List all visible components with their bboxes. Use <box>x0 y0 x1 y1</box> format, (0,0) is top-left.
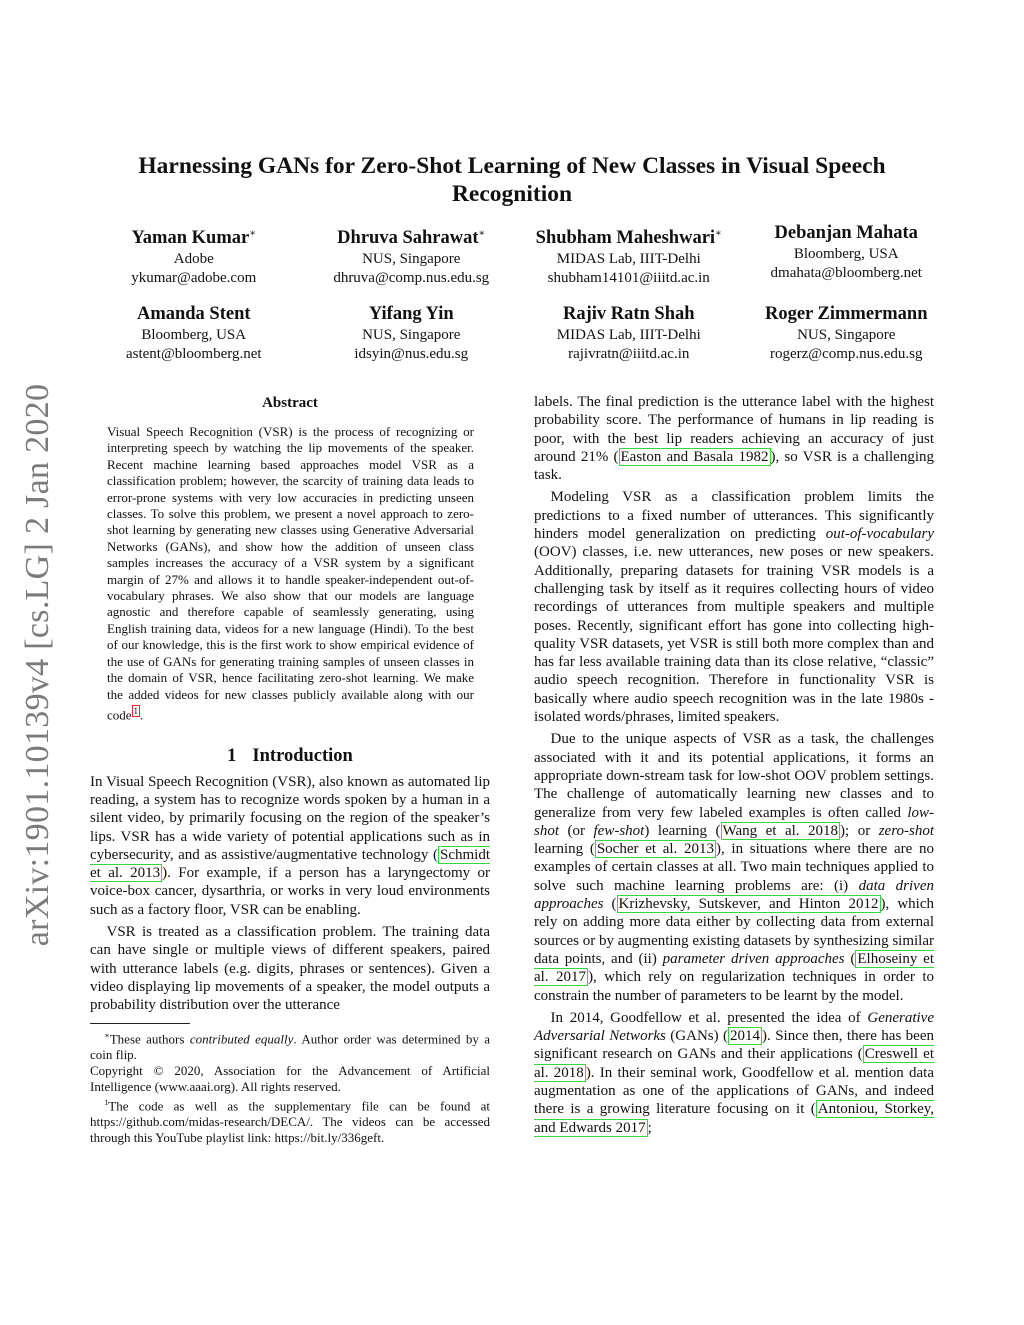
citation-link[interactable]: 2014 <box>730 1028 761 1045</box>
citation-link[interactable]: Wang et al. 2018 <box>722 822 839 839</box>
author-name: Shubham Maheshwari <box>535 228 716 249</box>
author-block <box>85 222 955 379</box>
citation-link[interactable]: Easton and Basala 1982 <box>620 448 769 465</box>
citation-link[interactable]: Schmidt et al. 2013 <box>90 846 490 882</box>
author-email: shubham14101@iiitd.ac.in <box>547 269 710 286</box>
body-paragraph: Due to the unique aspects of VSR as a task, the challenges associated with it and its potential applications, it forms an appropriate down-stream task for low-shot OOV problem settings. The challenge of automatically learning new classes and to generalize from very few labeled examples is often called low-shot (or few-shot) learning ( Wang et al. 2018 ); or zero-shot learning ( Socher et al. 2013 ), in situations where there are no examples of certain classes at all. Two main techniques applied to solve such machine learning problems are: (i) data driven approaches ( Krizhevsky, Sutskever, and Hinton 2012 ), which rely on adding more data either by collecting data from external sources or by augmenting existing datasets by synthesizing similar data points, and (ii) parameter driven approaches ( Elhoseiny et al. 2017 ), which rely on regularization techniques in order to constrain the number of parameters to be learnt by the model. <box>534 731 935 1004</box>
author-row-2 <box>85 303 955 363</box>
author-name: Roger Zimmermann <box>764 304 928 325</box>
author-affiliation: MIDAS Lab, IIIT-Delhi <box>556 251 701 268</box>
citation-link[interactable]: Creswell et al. 2018 <box>534 1046 934 1081</box>
author: Dhruva Sahrawat∗ NUS, Singapore dhruva@comp.nus.edu.sg <box>303 222 521 287</box>
author: Yaman Kumar∗ Adobe ykumar@adobe.com <box>85 222 303 287</box>
footnote-copyright: Copyright © 2020, Association for the Advancement of Artificial Intelligence (www.aaai.org). All rights reserved. <box>90 1062 490 1094</box>
paper-title: Harnessing GANs for Zero-Shot Learning of New Classes in Visual Speech Recognition <box>138 153 886 207</box>
author-affiliation: MIDAS Lab, IIIT-Delhi <box>556 327 701 344</box>
author <box>303 303 521 363</box>
author-affiliation: NUS, Singapore <box>797 327 896 344</box>
citation-link[interactable]: Socher et al. 2013 <box>596 841 714 858</box>
citation-link[interactable]: Krizhevsky, Sutskever, and Hinton 2012 <box>618 896 879 913</box>
body-paragraph: Modeling VSR as a classification problem limits the predictions to a fixed number of utterances. This significantly hinders model generalization on predicting out-of-vocabulary (OOV) classes, i.e. new utterances, new poses or new speakers. Additionally, preparing datasets for training VSR models is a challenging task by itself as it requires collecting hours of video recordings of utterances from multiple speakers and multiple poses. Recently, significant effort has gone into collecting high-quality VSR datasets, yet VSR is still both more complex than and has far less available training data than its close relative, “classic” audio speech recognition. Therefore in functionality VSR is basically where audio speech recognition was in the late 1980s - isolated words/phrases, limited speakers. <box>534 489 934 726</box>
author-name: Debanjan Mahata <box>774 223 918 243</box>
author-affiliation: Adobe <box>173 251 214 268</box>
abstract-text: Visual Speech Recognition (VSR) is the process of recognizing or interpreting speech by watching the lip movements of the speaker. Recent machine learning based approaches model VSR as a classification problem; however, the scarcity of training data leads to error-prone systems with very low accuracies in predicting unseen classes. To solve this problem, we present a novel approach to zero-shot learning by generating new classes using Generative Adversarial Networks (GANs), and show how the addition of unseen class samples increases the accuracy of a VSR system by a significant margin of 27% and allows it to handle speaker-independent out-of-vocabulary phrases. We also show that our models are language agnostic and therefore capable of seamlessly generating, using English training data, videos for a new language (Hindi). To the best of our knowledge, this is the first work to show empirical evidence of the use of GANs for generating training samples of unseen classes in the domain of VSR, hence facilitating zero-shot learning. We make the added videos for new classes publicly available along with our code $^1$ . <box>107 424 474 723</box>
left-column <box>90 393 490 1146</box>
author <box>520 303 738 363</box>
citation-link[interactable]: Antoniou, Storkey, and Edwards 2017 <box>534 1101 934 1136</box>
citation-link[interactable]: Elhoseiny et al. 2017 <box>534 950 934 986</box>
intro-paragraph-2: VSR is treated as a classification problem. The training data can have single or multiple views of different speakers, paired with utterance labels (e.g. digits, phrases or sentences). Given a video displaying lip movements of a speaker, the model outputs a probability distribution over the utterance <box>90 924 490 1014</box>
arxiv-side-label: arXiv:1901.10139v4 [cs.LG] 2 Jan 2020 <box>19 383 56 947</box>
author-affiliation: Bloomberg, USA <box>141 327 247 344</box>
author: Shubham Maheshwari∗ MIDAS Lab, IIIT-Delhi shubham14101@iiitd.ac.in <box>520 222 738 287</box>
body-paragraph: In 2014, Goodfellow et al. presented the idea of Generative Adversarial Networks (GANs) ( 2014 ). Since then, there has been significant research on GANs and their applications ( Creswell et al. 2018 ). In their seminal work, Goodfellow et al. mention data augmentation as one of the applications of GANs, and indeed there is a growing literature focusing on it ( Antoniou, Storkey, and Edwards 2017 ; <box>534 1009 935 1136</box>
author-affiliation: NUS, Singapore <box>362 327 461 344</box>
footnote-1: $^1$The code as well as the supplementary file can be found at https://github.com/midas-research/DECA/. The videos can be accessed through this YouTube playlist link: https://bit.ly/336geft. <box>90 1097 490 1146</box>
author-email: rogerz@comp.nus.edu.sg <box>769 345 923 362</box>
abstract-heading: Abstract <box>262 395 318 411</box>
author-name: Amanda Stent <box>136 304 251 325</box>
author-email: rajivratn@iiitd.ac.in <box>568 345 690 362</box>
author-affiliation: Bloomberg, USA <box>793 246 899 262</box>
author-email: idsyin@nus.edu.sg <box>354 345 469 362</box>
author <box>738 303 956 363</box>
author-name: Rajiv Ratn Shah <box>562 304 695 325</box>
footnote-rule <box>90 1023 190 1024</box>
author-name: Yifang Yin <box>368 304 454 325</box>
section-heading-introduction: 1 Introduction <box>227 745 353 766</box>
author-email: dmahata@bloomberg.net <box>770 264 922 281</box>
footnote-link[interactable]: 1 <box>133 705 139 716</box>
author-email: astent@bloomberg.net <box>125 345 262 362</box>
author-email: ykumar@adobe.com <box>131 269 257 286</box>
author <box>85 303 303 363</box>
author-name: Yaman Kumar <box>131 228 250 249</box>
author-name: Dhruva Sahrawat <box>337 228 479 249</box>
author-email: dhruva@comp.nus.edu.sg <box>333 269 490 286</box>
intro-paragraph-1: In Visual Speech Recognition (VSR), also known as automated lip reading, a system has to recognize words spoken by a human in a silent video, by primarily focusing on the region of the speaker’s lips. VSR has a wide variety of potential applications such as in cybersecurity, and as assistive/augmentative technology ( Schmidt et al. 2013 ). For example, if a person has a laryngectomy or voice-box cancer, dysarthria, or works in very loud environments such as a factory floor, VSR can be enabling. <box>90 773 490 918</box>
author-affiliation: NUS, Singapore <box>362 251 461 268</box>
author-row-1 <box>85 222 955 287</box>
footnote-equal-contribution: ∗These authors contributed equally. Author order was determined by a coin flip. <box>90 1030 490 1062</box>
right-column <box>534 393 934 1141</box>
body-paragraph: labels. The final prediction is the utterance label with the highest probability score. The performance of humans in lip reading is poor, with the best lip readers achieving an accuracy of just around 21% ( Easton and Basala 1982 ), so VSR is a challenging task. <box>534 394 934 484</box>
author <box>738 222 956 287</box>
